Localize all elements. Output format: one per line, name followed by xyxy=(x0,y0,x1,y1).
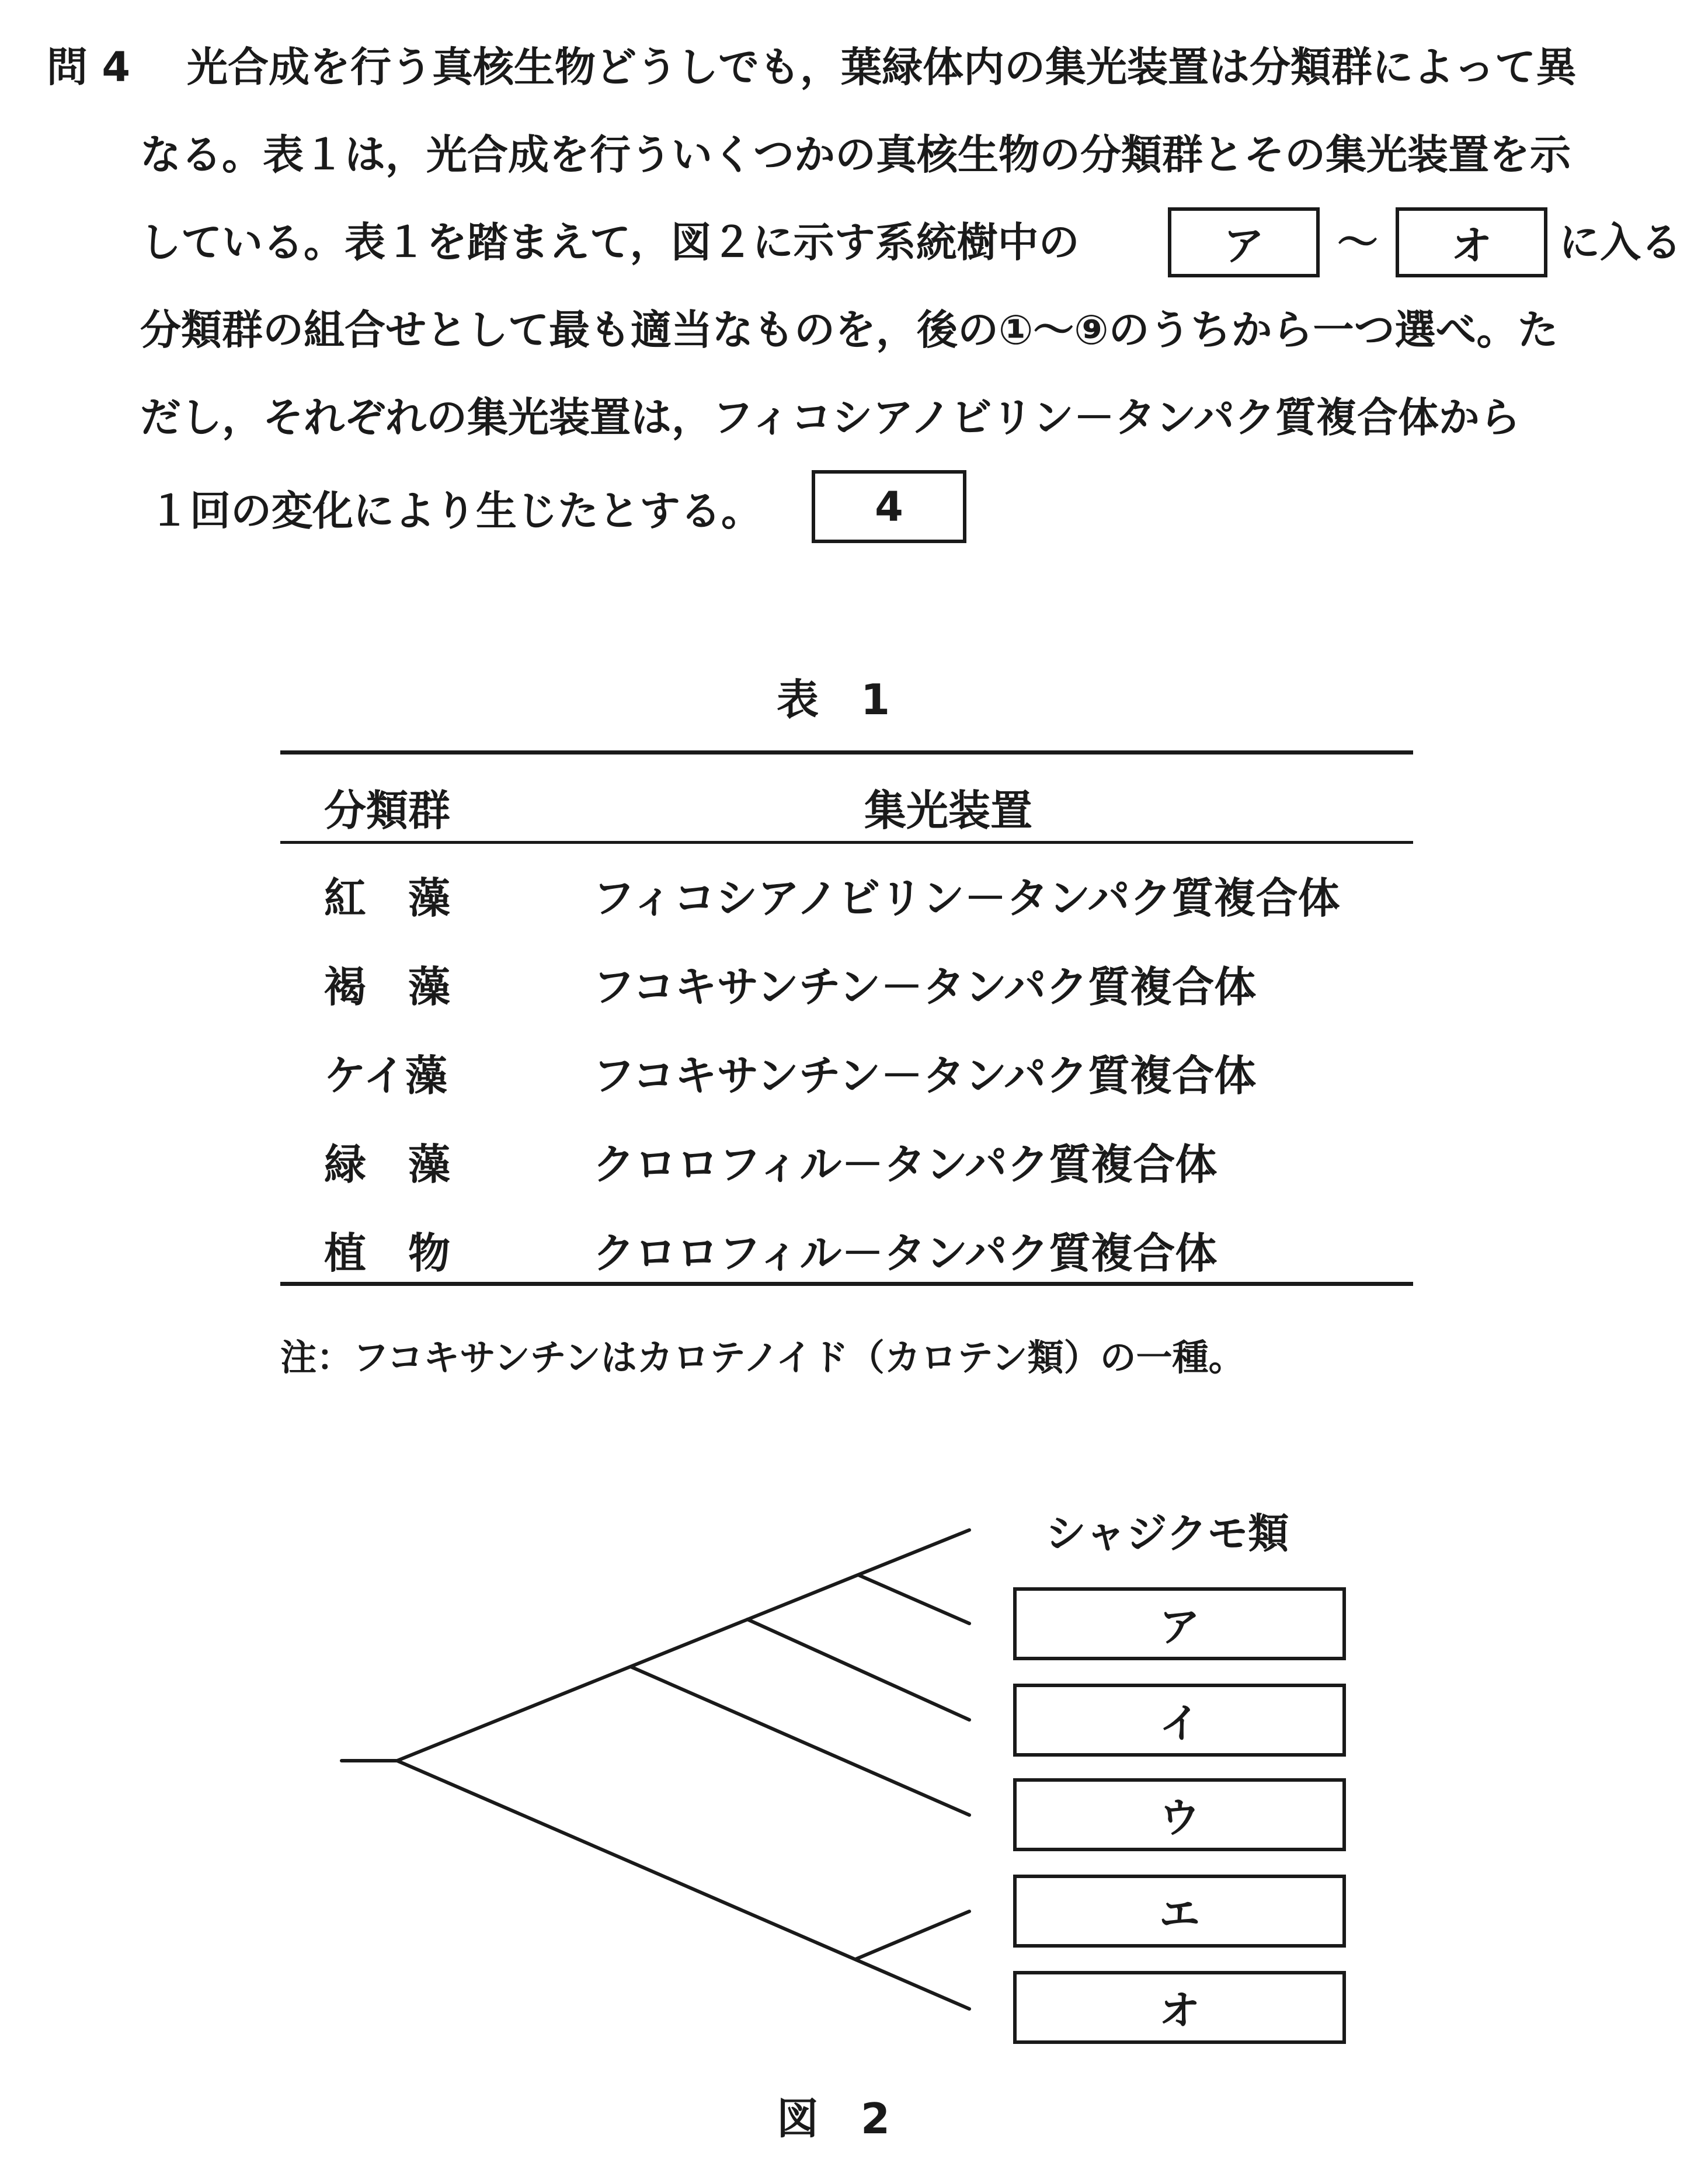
tree-leaf-label-o: オ xyxy=(1159,1987,1200,2035)
tilde: ～ xyxy=(1337,218,1378,266)
tree-branch-i xyxy=(747,1619,969,1720)
tree-branch-u xyxy=(631,1667,969,1815)
tree-branch-a xyxy=(858,1575,969,1623)
answer-number-label: 4 xyxy=(875,482,903,531)
question-line-3b: に入る xyxy=(1559,218,1682,266)
table-header-apparatus: 集光装置 xyxy=(864,786,1033,835)
tree-branch-lower-main xyxy=(397,1761,969,2009)
table-row-4-apparatus: クロロフィル－タンパク質複合体 xyxy=(593,1140,1217,1189)
table-row-2-taxon: 褐 藻 xyxy=(324,962,451,1011)
table-header-taxon: 分類群 xyxy=(324,786,451,835)
question-line-1: 光合成を行う真核生物どうしでも，葉緑体内の集光装置は分類群によって異 xyxy=(187,43,1577,91)
tree-leaf-box-i xyxy=(1013,1684,1346,1757)
table-row-1-apparatus: フィコシアノビリン－タンパク質複合体 xyxy=(593,874,1340,923)
tree-leaf-box-o xyxy=(1013,1971,1346,2044)
tree-leaf-label-u: ウ xyxy=(1159,1794,1200,1842)
table-caption: 表 1 xyxy=(777,675,890,724)
tree-leaf-box-e xyxy=(1013,1875,1346,1948)
table-note: 注：フコキサンチンはカロテノイド（カロテン類）の一種。 xyxy=(280,1336,1245,1379)
table-row-3-apparatus: フコキサンチン－タンパク質複合体 xyxy=(593,1051,1257,1100)
question-line-3a: している。表１を踏まえて，図２に示す系統樹中の xyxy=(140,218,1080,266)
tree-leaf-label-a: ア xyxy=(1159,1603,1200,1651)
tree-branch-upper-main xyxy=(397,1530,969,1761)
question-number: 問 4 xyxy=(47,43,131,91)
tree-branch-e xyxy=(855,1911,969,1959)
tree-leaf-label-e: エ xyxy=(1159,1890,1200,1938)
tree-leaf-box-u xyxy=(1013,1778,1346,1851)
table-row-4-taxon: 緑 藻 xyxy=(324,1140,451,1189)
tree-leaf-box-a xyxy=(1013,1587,1346,1660)
table-row-5-apparatus: クロロフィル－タンパク質複合体 xyxy=(593,1229,1217,1278)
table-row-1-taxon: 紅 藻 xyxy=(324,874,451,923)
table-row-2-apparatus: フコキサンチン－タンパク質複合体 xyxy=(593,962,1257,1011)
question-line-6: １回の変化により生じたとする。 xyxy=(149,487,762,535)
question-line-4: 分類群の組合せとして最も適当なものを，後の①～⑨のうちから一つ選べ。た xyxy=(140,306,1559,354)
answer-slot-a-label: ア xyxy=(1223,221,1264,270)
tree-leaf-label-i: イ xyxy=(1159,1699,1200,1747)
figure-caption: 図 2 xyxy=(777,2094,890,2143)
question-line-2: なる。表１は，光合成を行ういくつかの真核生物の分類群とその集光装置を示 xyxy=(140,131,1571,179)
table-row-3-taxon: ケイ藻 xyxy=(324,1051,447,1100)
tree-label-charophytes: シャジクモ類 xyxy=(1045,1510,1289,1557)
question-line-5: だし，それぞれの集光装置は，フィコシアノビリン－タンパク質複合体から xyxy=(140,394,1521,441)
table-row-5-taxon: 植 物 xyxy=(324,1229,451,1278)
answer-slot-o-label: オ xyxy=(1451,221,1492,270)
